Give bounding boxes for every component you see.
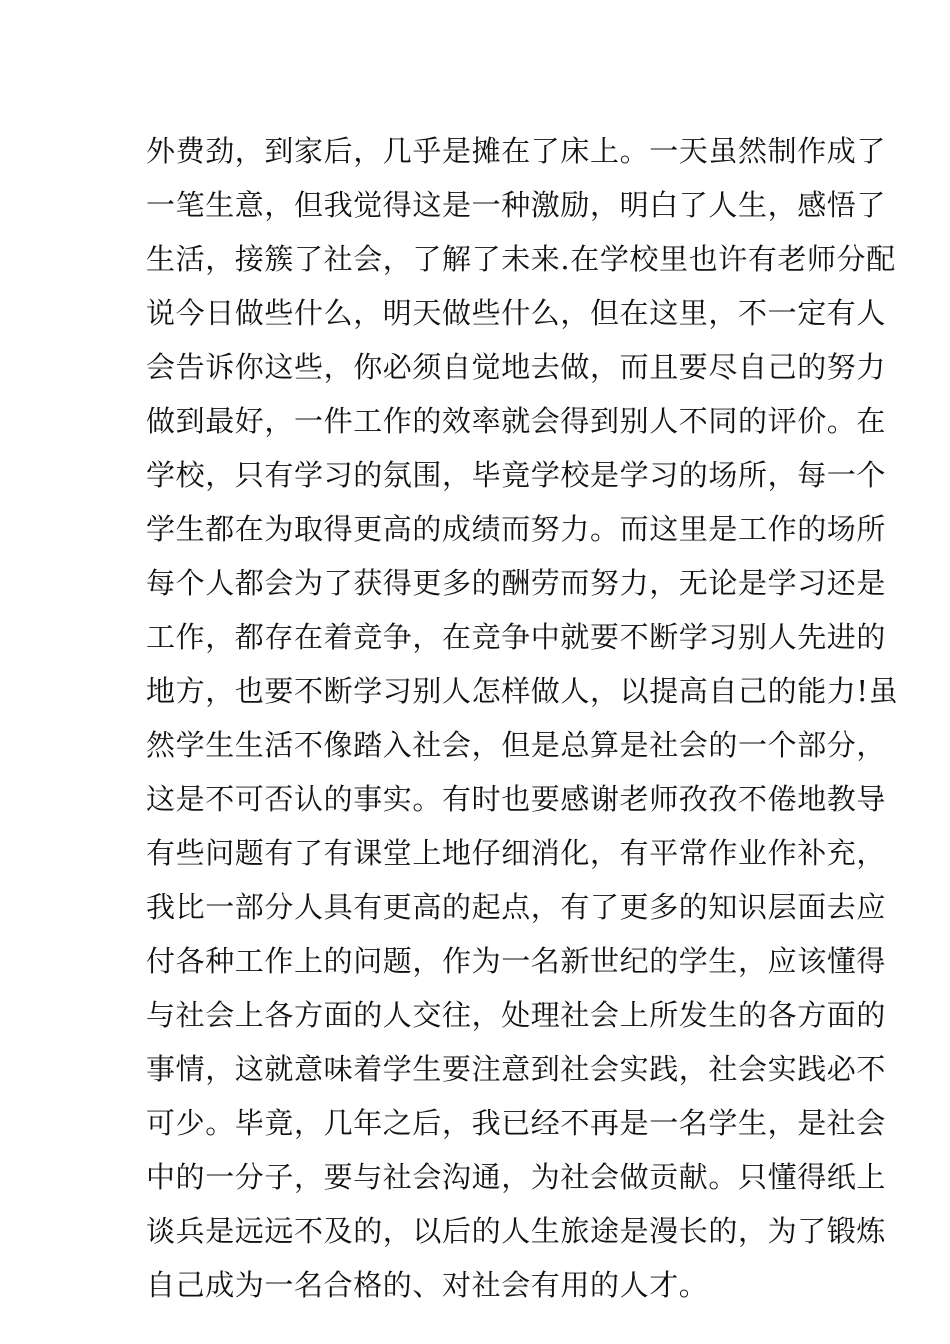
text-line: 与社会上各方面的人交往，处理社会上所发生的各方面的 [146, 998, 887, 1032]
text-line: 一笔生意，但我觉得这是一种激励，明白了人生，感悟了 [146, 188, 887, 222]
text-line: 外费劲，到家后，几乎是摊在了床上。一天虽然制作成了 [146, 134, 887, 168]
text-line: 学校，只有学习的氛围，毕竟学校是学习的场所，每一个 [146, 458, 887, 492]
body-paragraph [146, 124, 899, 1312]
text-line: 中的一分子，要与社会沟通，为社会做贡献。只懂得纸上 [146, 1160, 887, 1194]
text-line: 然学生生活不像踏入社会，但是总算是社会的一个部分， [146, 728, 887, 762]
text-line: 这是不可否认的事实。有时也要感谢老师孜孜不倦地教导 [146, 782, 887, 816]
text-line: 有些问题有了有课堂上地仔细消化，有平常作业作补充， [146, 836, 887, 870]
text-line: 学生都在为取得更高的成绩而努力。而这里是工作的场所 [146, 512, 887, 546]
text-line: 谈兵是远远不及的，以后的人生旅途是漫长的，为了锻炼 [146, 1214, 887, 1248]
text-line: 做到最好，一件工作的效率就会得到别人不同的评价。在 [146, 404, 887, 438]
text-line: 工作，都存在着竞争，在竞争中就要不断学习别人先进的 [146, 620, 887, 654]
text-line: 生活，接簇了社会，了解了未来.在学校里也许有老师分配 [146, 242, 896, 276]
text-line: 地方，也要不断学习别人怎样做人，以提高自己的能力!虽 [146, 674, 899, 708]
text-line: 我比一部分人具有更高的起点，有了更多的知识层面去应 [146, 890, 887, 924]
text-line: 会告诉你这些，你必须自觉地去做，而且要尽自己的努力 [146, 350, 887, 384]
text-line: 自己成为一名合格的、对社会有用的人才。 [146, 1268, 709, 1302]
text-line: 付各种工作上的问题，作为一名新世纪的学生，应该懂得 [146, 944, 887, 978]
text-line: 事情，这就意味着学生要注意到社会实践，社会实践必不 [146, 1052, 887, 1086]
text-line: 每个人都会为了获得更多的酬劳而努力，无论是学习还是 [146, 566, 887, 600]
text-line: 说今日做些什么，明天做些什么，但在这里，不一定有人 [146, 296, 887, 330]
text-line: 可少。毕竟，几年之后，我已经不再是一名学生，是社会 [146, 1106, 887, 1140]
